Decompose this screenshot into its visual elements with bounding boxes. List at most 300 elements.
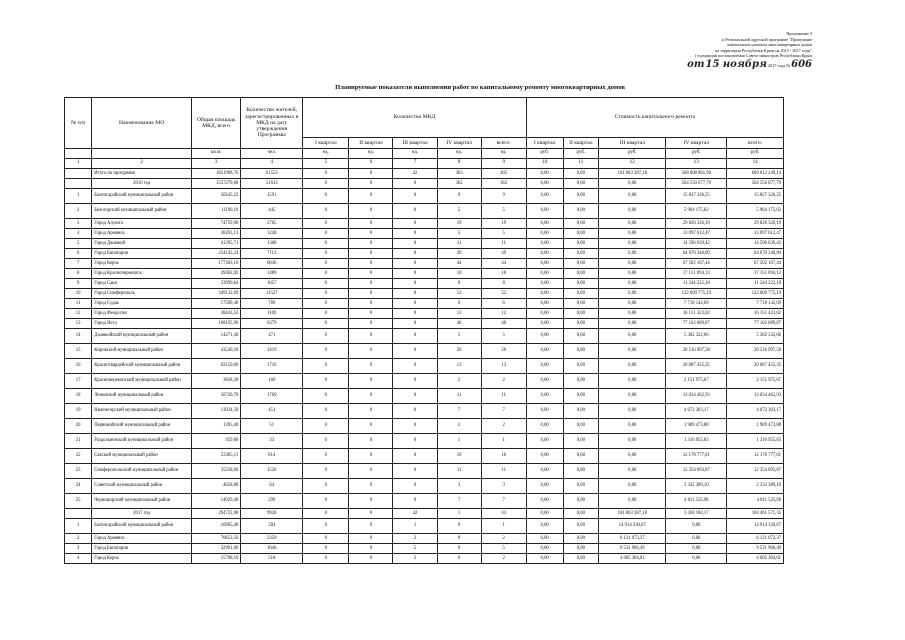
col-index: 1 xyxy=(65,159,92,169)
cell-count-q1: 0 xyxy=(303,179,349,189)
cell-count-total: 5 xyxy=(481,329,526,344)
cell-residents: 584 xyxy=(241,519,303,534)
cell-count-q2: 0 xyxy=(349,309,393,319)
cell-count-q3: 0 xyxy=(393,329,437,344)
cell-mo-name: Город Керчь xyxy=(92,554,192,564)
cell-num: 3 xyxy=(65,219,92,229)
cell-area: 74759,90 xyxy=(191,219,240,229)
cell-cost-q4: 1 316 955,83 xyxy=(666,434,727,449)
table-row xyxy=(65,544,784,554)
cell-residents: 1169 xyxy=(241,309,303,319)
cell-cost-q3: 0,00 xyxy=(599,434,666,449)
cell-cost-total: 77 102 689,87 xyxy=(727,319,784,329)
cell-num: 6 xyxy=(65,249,92,259)
cell-num: 20 xyxy=(65,419,92,434)
cell-num: 4 xyxy=(65,554,92,564)
cell-count-q2: 0 xyxy=(349,494,393,509)
cell-count-q4: 2 xyxy=(437,374,481,389)
cell-cost-q2: 0,00 xyxy=(563,179,599,189)
cell-cost-q2: 0,00 xyxy=(563,259,599,269)
cell-residents: 1716 xyxy=(241,359,303,374)
unit-people: чел. xyxy=(241,149,303,159)
cell-area: 43540,20 xyxy=(191,344,240,359)
table-row xyxy=(65,449,784,464)
cell-count-q1: 0 xyxy=(303,204,349,219)
cell-count-total: 3 xyxy=(481,479,526,494)
cell-cost-q2: 0,00 xyxy=(563,494,599,509)
cell-count-total: 1 xyxy=(481,519,526,534)
cell-area: 17509,40 xyxy=(191,299,240,309)
cell-cost-q2: 0,00 xyxy=(563,289,599,299)
cell-count-q2: 0 xyxy=(349,359,393,374)
cell-mo-name: Город Керчь xyxy=(92,259,192,269)
cell-cost-q3: 4 605 304,01 xyxy=(599,554,666,564)
cell-count-total: 11 xyxy=(481,464,526,479)
cell-count-q4: 44 xyxy=(437,259,481,269)
cell-cost-q2: 0,00 xyxy=(563,344,599,359)
cell-mo-name: Город Евпатория xyxy=(92,544,192,554)
table-row xyxy=(65,479,784,494)
cell-residents: 61553 xyxy=(241,169,303,179)
cell-cost-q2: 0,00 xyxy=(563,419,599,434)
cell-count-q4: 52 xyxy=(437,289,481,299)
header-total-cost: всего: xyxy=(727,138,784,149)
cell-cost-q3: 0,00 xyxy=(599,359,666,374)
cell-residents: 64 xyxy=(241,479,303,494)
cell-cost-q3: 14 914 330,67 xyxy=(599,519,666,534)
cell-count-total: 11 xyxy=(481,389,526,404)
cell-mo-name: Город Евпатория xyxy=(92,249,192,259)
cell-count-q1: 0 xyxy=(303,374,349,389)
cell-mo-name: Город Симферополь xyxy=(92,289,192,299)
cell-area: 38443,52 xyxy=(191,309,240,319)
cell-area: 38203,13 xyxy=(191,229,240,239)
appendix-date-line xyxy=(552,59,812,71)
cell-cost-total: 64 670 340,89 xyxy=(727,249,784,259)
cell-cost-q3: 0,00 xyxy=(599,319,666,329)
cell-count-q4: 363 xyxy=(437,169,481,179)
header-q2-cost: II квартал xyxy=(563,138,599,149)
cell-cost-q2: 0,00 xyxy=(563,219,599,229)
cell-count-q3: 0 xyxy=(393,479,437,494)
cell-count-q1: 0 xyxy=(303,519,349,534)
cell-cost-q2: 0,00 xyxy=(563,269,599,279)
cell-residents: 160 xyxy=(241,374,303,389)
handwritten-date: 15 ноября xyxy=(705,58,767,70)
cell-mo-name: Симферопольский муниципальный район xyxy=(92,464,192,479)
cell-count-q4: 362 xyxy=(437,179,481,189)
unit-rub: руб. xyxy=(563,149,599,159)
cell-cost-q2: 0,00 xyxy=(563,309,599,319)
cell-num: 19 xyxy=(65,404,92,419)
cell-cost-q1: 0,00 xyxy=(526,204,563,219)
cell-cost-q3: 0,00 xyxy=(599,389,666,404)
cell-cost-q2: 0,00 xyxy=(563,479,599,494)
cell-cost-q3: 9 531 966,49 xyxy=(599,544,666,554)
cell-cost-q1: 0,00 xyxy=(526,464,563,479)
cell-mo-name: Город Джанкой xyxy=(92,239,192,249)
cell-mo-name: Город Феодосия xyxy=(92,309,192,319)
cell-cost-q1: 0,00 xyxy=(526,554,563,564)
cell-cost-q1: 0,00 xyxy=(526,359,563,374)
table-row xyxy=(65,359,784,374)
cell-count-q1: 0 xyxy=(303,479,349,494)
cell-count-q3: 0 xyxy=(393,179,437,189)
cell-num: 16 xyxy=(65,359,92,374)
cell-cost-total: 5 964 175,62 xyxy=(727,204,784,219)
cell-cost-q3: 0,00 xyxy=(599,404,666,419)
cell-cost-total: 15 827 326,25 xyxy=(727,189,784,204)
cell-area: 16965,40 xyxy=(191,519,240,534)
cell-count-q3: 42 xyxy=(393,169,437,179)
col-index: 2 xyxy=(92,159,192,169)
cell-num: 5 xyxy=(65,239,92,249)
cell-count-q3: 0 xyxy=(393,319,437,329)
cell-mo-name: Белогорский муниципальный район xyxy=(92,204,192,219)
cell-cost-total: 4 605 304,01 xyxy=(727,554,784,564)
cell-mo-name: Город Ялта xyxy=(92,319,192,329)
cell-count-q1: 0 xyxy=(303,389,349,404)
cell-cost-q3: 0,00 xyxy=(599,299,666,309)
cell-cost-q1: 0,00 xyxy=(526,219,563,229)
cell-mo-name: Черноморский муниципальный район xyxy=(92,494,192,509)
cell-count-q3: 0 xyxy=(393,464,437,479)
table-row xyxy=(65,189,784,204)
cell-count-q3: 0 xyxy=(393,229,437,239)
cell-count-q4: 5 xyxy=(437,204,481,219)
cell-cost-q2: 0,00 xyxy=(563,544,599,554)
cell-cost-q3: 0,00 xyxy=(599,269,666,279)
cell-cost-q3: 101 003 387,18 xyxy=(599,169,666,179)
cell-num: 18 xyxy=(65,389,92,404)
cell-count-total: 10 xyxy=(481,269,526,279)
unit-count: ед. xyxy=(481,149,526,159)
cell-cost-q1: 0,00 xyxy=(526,389,563,404)
cell-cost-total: 20 087 455,35 xyxy=(727,359,784,374)
cell-cost-q3: 0,00 xyxy=(599,374,666,389)
cell-area: 4058,80 xyxy=(191,479,240,494)
cell-cost-q3: 0,00 xyxy=(599,219,666,229)
cell-cost-total: 4 811 525,98 xyxy=(727,494,784,509)
cell-count-q1: 0 xyxy=(303,434,349,449)
table-row xyxy=(65,279,784,289)
cell-area: 11190,10 xyxy=(191,204,240,219)
cell-mo-name: Город Красноперекопск xyxy=(92,269,192,279)
cell-count-q2: 0 xyxy=(349,464,393,479)
cell-count-q1: 0 xyxy=(303,239,349,249)
cell-count-q3: 0 xyxy=(393,374,437,389)
cell-num: 7 xyxy=(65,259,92,269)
unit-rub: руб. xyxy=(666,149,727,159)
cell-count-q2: 0 xyxy=(349,419,393,434)
cell-count-q1: 0 xyxy=(303,509,349,519)
cell-area: 62150,00 xyxy=(191,359,240,374)
table-row xyxy=(65,319,784,329)
cell-mo-name: Бахчисарайский муниципальный район xyxy=(92,519,192,534)
cell-cost-q4: 5 382 332,06 xyxy=(666,329,727,344)
cell-residents: 518 xyxy=(241,554,303,564)
cell-count-total: 2 xyxy=(481,374,526,389)
cell-cost-q3: 0,00 xyxy=(599,179,666,189)
cell-num: 1 xyxy=(65,519,92,534)
cell-count-q4: 5 xyxy=(437,229,481,239)
appendix-line: ( в редакции постановления Совета министров Республики Крым xyxy=(694,53,812,59)
cell-cost-total: 13 034 462,93 xyxy=(727,389,784,404)
cell-count-q2: 0 xyxy=(349,404,393,419)
cell-area: 50245,22 xyxy=(191,189,240,204)
cell-cost-q4: 0,00 xyxy=(666,554,727,564)
cell-mo-name: Сакский муниципальный район xyxy=(92,449,192,464)
appendix-line: на территории Республики Крым на 2015 - 2017 годы" xyxy=(715,47,812,53)
cell-count-q3: 0 xyxy=(393,279,437,289)
cell-count-q1: 0 xyxy=(303,259,349,269)
cell-count-q1: 0 xyxy=(303,169,349,179)
cell-cost-total: 13 097 612,47 xyxy=(727,229,784,239)
unit-count: ед. xyxy=(349,149,393,159)
cell-count-total: 5 xyxy=(481,229,526,239)
unit-count: ед. xyxy=(393,149,437,159)
cell-mo-name: Кировский муниципальный район xyxy=(92,344,192,359)
cell-num: 2 xyxy=(65,534,92,544)
table-row xyxy=(65,494,784,509)
cell-cost-q4: 77 102 689,87 xyxy=(666,319,727,329)
cell-cost-q2: 0,00 xyxy=(563,189,599,204)
cell-count-q1: 0 xyxy=(303,534,349,544)
col-index: 14 xyxy=(727,159,784,169)
cell-count-q3: 0 xyxy=(393,259,437,269)
cell-count-q1: 0 xyxy=(303,494,349,509)
cell-count-total: 5 xyxy=(481,204,526,219)
cell-area: 56720,70 xyxy=(191,389,240,404)
cell-cost-q4: 7 718 142,69 xyxy=(666,299,727,309)
cell-cost-q2: 0,00 xyxy=(563,299,599,309)
header-q3-count: III квартал xyxy=(393,138,437,149)
cell-residents: 1591 xyxy=(241,189,303,204)
cell-cost-total: 14 596 639,42 xyxy=(727,239,784,249)
col-index: 11 xyxy=(563,159,599,169)
cell-num xyxy=(65,179,92,189)
cell-cost-q1: 0,00 xyxy=(526,279,563,289)
cell-count-q4: 10 xyxy=(437,449,481,464)
cell-count-q1: 0 xyxy=(303,329,349,344)
unit-cell xyxy=(65,149,92,159)
handwritten-from: от xyxy=(687,58,705,70)
cell-count-q4: 49 xyxy=(437,249,481,259)
cell-residents: 6036 xyxy=(241,259,303,269)
table-row xyxy=(65,404,784,419)
table-row xyxy=(65,554,784,564)
cell-count-q3: 0 xyxy=(393,309,437,319)
cell-count-q2: 0 xyxy=(349,519,393,534)
table-row xyxy=(65,299,784,309)
cell-cost-q2: 0,00 xyxy=(563,534,599,544)
document-title: Планируемые показатели выполнения работ по капитальному ремонту многоквартирных домов xyxy=(335,84,625,91)
cell-count-total: 20 xyxy=(481,344,526,359)
unit-rub: руб. xyxy=(526,149,563,159)
cell-cost-total: 7 718 142,69 xyxy=(727,299,784,309)
cell-count-q2: 0 xyxy=(349,179,393,189)
appendix-line: Приложение 3 xyxy=(786,31,812,36)
cell-cost-total: 9 531 966,49 xyxy=(727,544,784,554)
cell-count-total: 49 xyxy=(481,249,526,259)
cell-mo-name: Ленинский муниципальный район xyxy=(92,389,192,404)
cell-mo-name: Красногвардейский муниципальный район xyxy=(92,359,192,374)
cell-num: 22 xyxy=(65,449,92,464)
table-row xyxy=(65,269,784,279)
cell-cost-q4: 17 151 094,13 xyxy=(666,269,727,279)
cell-cost-q2: 0,00 xyxy=(563,554,599,564)
table-row xyxy=(65,419,784,434)
cell-residents: 1489 xyxy=(241,269,303,279)
cell-count-q2: 0 xyxy=(349,269,393,279)
cell-num: 1 xyxy=(65,189,92,204)
cell-mo-name: Город Саки xyxy=(92,279,192,289)
header-q4-cost: IV квартал xyxy=(666,138,727,149)
cell-cost-q3: 0,00 xyxy=(599,204,666,219)
cell-count-q4: 11 xyxy=(437,239,481,249)
cell-count-q3: 5 xyxy=(393,544,437,554)
cell-cost-total: 20 516 997,58 xyxy=(727,344,784,359)
cell-count-q2: 0 xyxy=(349,249,393,259)
cell-cost-q3: 0,00 xyxy=(599,309,666,319)
cell-count-q4: 2 xyxy=(437,419,481,434)
col-index: 13 xyxy=(666,159,727,169)
cell-count-q1: 0 xyxy=(303,544,349,554)
cell-count-q1: 0 xyxy=(303,359,349,374)
cell-count-total: 2 xyxy=(481,419,526,434)
cell-mo-name: Нижнегорский муниципальный район xyxy=(92,404,192,419)
cell-count-q4: 40 xyxy=(437,319,481,329)
cell-count-q2: 0 xyxy=(349,434,393,449)
cell-count-q1: 0 xyxy=(303,319,349,329)
cell-residents: 1536 xyxy=(241,464,303,479)
header-name: Наименование МО xyxy=(92,98,192,149)
handwritten-number: 606 xyxy=(791,58,812,70)
cell-cost-total: 1 989 473,88 xyxy=(727,419,784,434)
col-index: 4 xyxy=(241,159,303,169)
cell-area: 294722,08 xyxy=(191,509,240,519)
cell-count-q1: 0 xyxy=(303,554,349,564)
cell-area: 41395,71 xyxy=(191,239,240,249)
cell-cost-total: 1 316 955,83 xyxy=(727,434,784,449)
cell-count-q2: 0 xyxy=(349,534,393,544)
cell-count-q4: 8 xyxy=(437,279,481,289)
table-row xyxy=(65,344,784,359)
cell-cost-q2: 0,00 xyxy=(563,449,599,464)
cell-count-q4: 0 xyxy=(437,544,481,554)
cell-residents: 789 xyxy=(241,299,303,309)
col-index: 9 xyxy=(481,159,526,169)
unit-count: ед. xyxy=(437,149,481,159)
cell-count-q3: 42 xyxy=(393,509,437,519)
cell-count-total: 43 xyxy=(481,509,526,519)
cell-cost-q3: 0,00 xyxy=(599,449,666,464)
cell-area: 1557276,68 xyxy=(191,179,240,189)
cell-count-q2: 0 xyxy=(349,319,393,329)
cell-area: 177303,10 xyxy=(191,259,240,269)
cell-count-q2: 0 xyxy=(349,479,393,494)
cell-count-q2: 0 xyxy=(349,509,393,519)
cell-count-total: 362 xyxy=(481,179,526,189)
cell-cost-total: 16 151 423,02 xyxy=(727,309,784,319)
cell-count-q2: 0 xyxy=(349,329,393,344)
cell-count-q1: 0 xyxy=(303,449,349,464)
table-row xyxy=(65,229,784,239)
cell-cost-q1: 0,00 xyxy=(526,344,563,359)
cell-count-total: 11 xyxy=(481,239,526,249)
cell-count-q4: 0 xyxy=(437,519,481,534)
cell-cost-q1: 0,00 xyxy=(526,269,563,279)
cell-cost-q4: 16 151 423,02 xyxy=(666,309,727,319)
cell-residents: 814 xyxy=(241,449,303,464)
cell-num: 24 xyxy=(65,479,92,494)
cell-count-q2: 0 xyxy=(349,344,393,359)
cell-cost-q4: 14 596 639,42 xyxy=(666,239,727,249)
cell-count-total: 10 xyxy=(481,449,526,464)
header-q1-count: I квартал xyxy=(303,138,349,149)
cell-cost-q4: 0,00 xyxy=(666,519,727,534)
cell-count-total: 6 xyxy=(481,299,526,309)
cell-count-total: 13 xyxy=(481,359,526,374)
cell-residents: 471 xyxy=(241,329,303,344)
cell-mo-name: Город Армянск xyxy=(92,229,192,239)
cell-cost-q3: 0,00 xyxy=(599,289,666,299)
cell-count-q1: 0 xyxy=(303,289,349,299)
cell-cost-q2: 0,00 xyxy=(563,509,599,519)
cell-count-total: 52 xyxy=(481,289,526,299)
header-q3-cost: III квартал xyxy=(599,138,666,149)
cell-count-q2: 0 xyxy=(349,279,393,289)
cell-cost-q1: 0,00 xyxy=(526,544,563,554)
cell-cost-q4: 12 178 777,01 xyxy=(666,449,727,464)
cell-cost-q1: 0,00 xyxy=(526,299,563,309)
cell-count-total: 19 xyxy=(481,219,526,229)
cell-count-q3: 0 xyxy=(393,389,437,404)
cell-cost-q3: 0,00 xyxy=(599,464,666,479)
cell-cost-q3: 6 121 073,37 xyxy=(599,534,666,544)
col-index: 6 xyxy=(349,159,393,169)
cell-residents: 9920 xyxy=(241,509,303,519)
unit-area: кв.м. xyxy=(191,149,240,159)
cell-cost-q1: 0,00 xyxy=(526,449,563,464)
col-index: 8 xyxy=(437,159,481,169)
cell-count-q4: 1 xyxy=(437,509,481,519)
unit-count: ед. xyxy=(303,149,349,159)
cell-cost-q2: 0,00 xyxy=(563,329,599,344)
cell-count-total: 5 xyxy=(481,544,526,554)
cell-area: 14029,40 xyxy=(191,494,240,509)
appendix-line: к Региональной адресной программе "Проведение xyxy=(722,36,812,42)
cell-cost-q2: 0,00 xyxy=(563,374,599,389)
table-row xyxy=(65,509,784,519)
cell-count-q3: 0 xyxy=(393,289,437,299)
header-q2-count: II квартал xyxy=(349,138,393,149)
cell-count-q4: 11 xyxy=(437,389,481,404)
table-row xyxy=(65,204,784,219)
cell-cost-total: 17 151 094,13 xyxy=(727,269,784,279)
cell-cost-q1: 0,00 xyxy=(526,479,563,494)
cell-count-q3: 0 xyxy=(393,269,437,279)
cell-cost-q1: 0,00 xyxy=(526,309,563,319)
cell-mo-name: Город Армянск xyxy=(92,534,192,544)
cell-cost-q4: 12 354 093,87 xyxy=(666,464,727,479)
cell-count-q1: 0 xyxy=(303,219,349,229)
cell-count-total: 1 xyxy=(481,434,526,449)
cell-cost-q3: 0,00 xyxy=(599,239,666,249)
cell-count-q2: 0 xyxy=(349,239,393,249)
col-index: 7 xyxy=(393,159,437,169)
cell-cost-q1: 0,00 xyxy=(526,189,563,204)
